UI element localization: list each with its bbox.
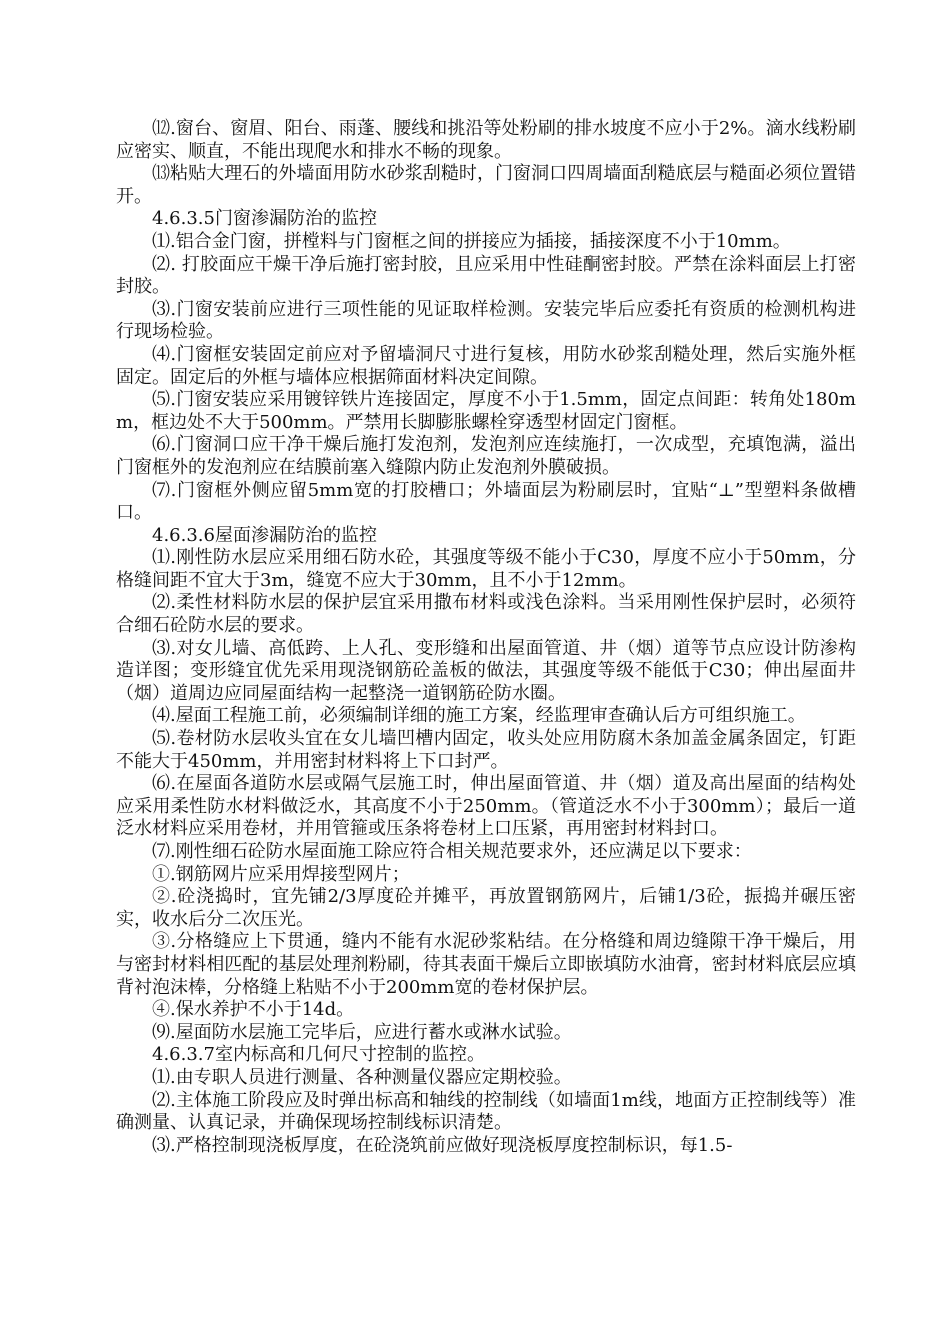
paragraph-roof-2: ⑵.柔性材料防水层的保护层宜采用撒布材料或浅色涂料。当采用刚性保护层时，必须符合细石砼防水层的要求。	[116, 592, 856, 637]
paragraph-window-7: ⑺.门窗框外侧应留5mm宽的打胶槽口；外墙面层为粉刷层时，宜贴“⊥”型塑料条做槽口。	[116, 479, 856, 524]
section-heading-4-6-3-5: 4.6.3.5门窗渗漏防治的监控	[152, 208, 377, 230]
paragraph-roof-9: ⑼.屋面防水层施工完毕后，应进行蓄水或淋水试验。	[152, 1021, 572, 1043]
paragraph-roof-3: ⑶.对女儿墙、高低跨、上人孔、变形缝和出屋面管道、井（烟）道等节点应设计防渗构造详图；变形缝宜优先采用现浇钢筋砼盖板的做法，其强度等级不能低于C30；伸出屋面井（烟）道周边应同屋面结构一起整浇一道钢筋砼防水圈。	[116, 637, 856, 704]
paragraph-13-marble-wall-plaster: ⒀粘贴大理石的外墙面用防水砂浆刮糙时，门窗洞口四周墙面刮糙底层与糙面必须位置错开。	[116, 163, 856, 207]
paragraph-window-1: ⑴.铝合金门窗，拼樘料与门窗框之间的拼接应为插接，插接深度不小于10mm。	[152, 230, 791, 252]
paragraph-roof-7-item-3: ③.分格缝应上下贯通，缝内不能有水泥砂浆粘结。在分格缝和周边缝隙干净干燥后，用与密封材料相匹配的基层处理剂粉刷，待其表面干燥后立即嵌填防水油膏，密封材料底层应填背衬泡沫棒，分格缝上粘贴不小于200mm宽的卷材保护层。	[116, 931, 856, 998]
paragraph-window-5: ⑸.门窗安装应采用镀锌铁片连接固定，厚度不小于1.5mm，固定点间距：转角处180mm，框边处不大于500mm。严禁用长脚膨胀螺栓穿透型材固定门窗框。	[116, 389, 856, 433]
section-heading-4-6-3-7: 4.6.3.7室内标高和几何尺寸控制的监控。	[152, 1044, 485, 1066]
paragraph-roof-1: ⑴.刚性防水层应采用细石防水砼，其强度等级不能小于C30，厚度不应小于50mm，分格缝间距不宜大于3m，缝宽不应大于30mm，且不小于12mm。	[116, 547, 856, 591]
paragraph-window-4: ⑷.门窗框安装固定前应对予留墙洞尺寸进行复核，用防水砂浆刮糙处理，然后实施外框固定。固定后的外框与墙体应根据筛面材料决定间隙。	[116, 343, 856, 388]
section-heading-4-6-3-6: 4.6.3.6屋面渗漏防治的监控	[152, 524, 377, 546]
paragraph-window-2: ⑵. 打胶面应干燥干净后施打密封胶，且应采用中性硅酮密封胶。严禁在涂料面层上打密封胶。	[116, 253, 856, 298]
paragraph-12-window-sill-drainage: ⑿.窗台、窗眉、阳台、雨蓬、腰线和挑沿等处粉刷的排水坡度不应小于2%。滴水线粉刷应密实、顺直，不能出现爬水和排水不畅的现象。	[116, 118, 856, 162]
paragraph-window-6: ⑹.门窗洞口应干净干燥后施打发泡剂，发泡剂应连续施打，一次成型，充填饱满，溢出门窗框外的发泡剂应在结膜前塞入缝隙内防止发泡剂外膜破损。	[116, 434, 856, 478]
paragraph-roof-4: ⑷.屋面工程施工前，必须编制详细的施工方案，经监理审查确认后方可组织施工。	[152, 705, 806, 727]
paragraph-elevation-3: ⑶.严格控制现浇板厚度，在砼浇筑前应做好现浇板厚度控制标识，每1.5-	[152, 1134, 733, 1156]
paragraph-roof-7: ⑺.刚性细石砼防水屋面施工除应符合相关规范要求外，还应满足以下要求：	[152, 841, 752, 862]
paragraph-roof-6: ⑹.在屋面各道防水层或隔气层施工时，伸出屋面管道、井（烟）道及高出屋面的结构处应采用柔性防水材料做泛水，其高度不小于250mm。（管道泛水不小于300mm）；最后一道泛水材料应采用卷材，并用管箍或压条将卷材上口压紧，再用密封材料封口。	[116, 773, 856, 840]
paragraph-roof-5: ⑸.卷材防水层收头宜在女儿墙凹槽内固定，收头处应用防腐木条加盖金属条固定，钉距不能大于450mm，并用密封材料将上下口封严。	[116, 728, 856, 772]
paragraph-elevation-1: ⑴.由专职人员进行测量、各种测量仪器应定期校验。	[152, 1066, 572, 1088]
paragraph-window-3: ⑶.门窗安装前应进行三项性能的见证取样检测。安装完毕后应委托有资质的检测机构进行现场检验。	[116, 298, 856, 343]
paragraph-roof-7-item-2: ②.砼浇捣时，宜先铺2/3厚度砼并摊平，再放置钢筋网片，后铺1/3砼，振捣并碾压密实，收水后分二次压光。	[116, 886, 856, 930]
paragraph-roof-7-item-1: ①.钢筋网片应采用焊接型网片；	[152, 863, 410, 885]
document-body	[116, 118, 856, 1157]
paragraph-elevation-2: ⑵.主体施工阶段应及时弹出标高和轴线的控制线（如墙面1m线，地面方正控制线等）准确测量、认真记录，并确保现场控制线标识清楚。	[116, 1089, 856, 1134]
paragraph-roof-7-item-4: ④.保水养护不小于14d。	[152, 999, 355, 1021]
